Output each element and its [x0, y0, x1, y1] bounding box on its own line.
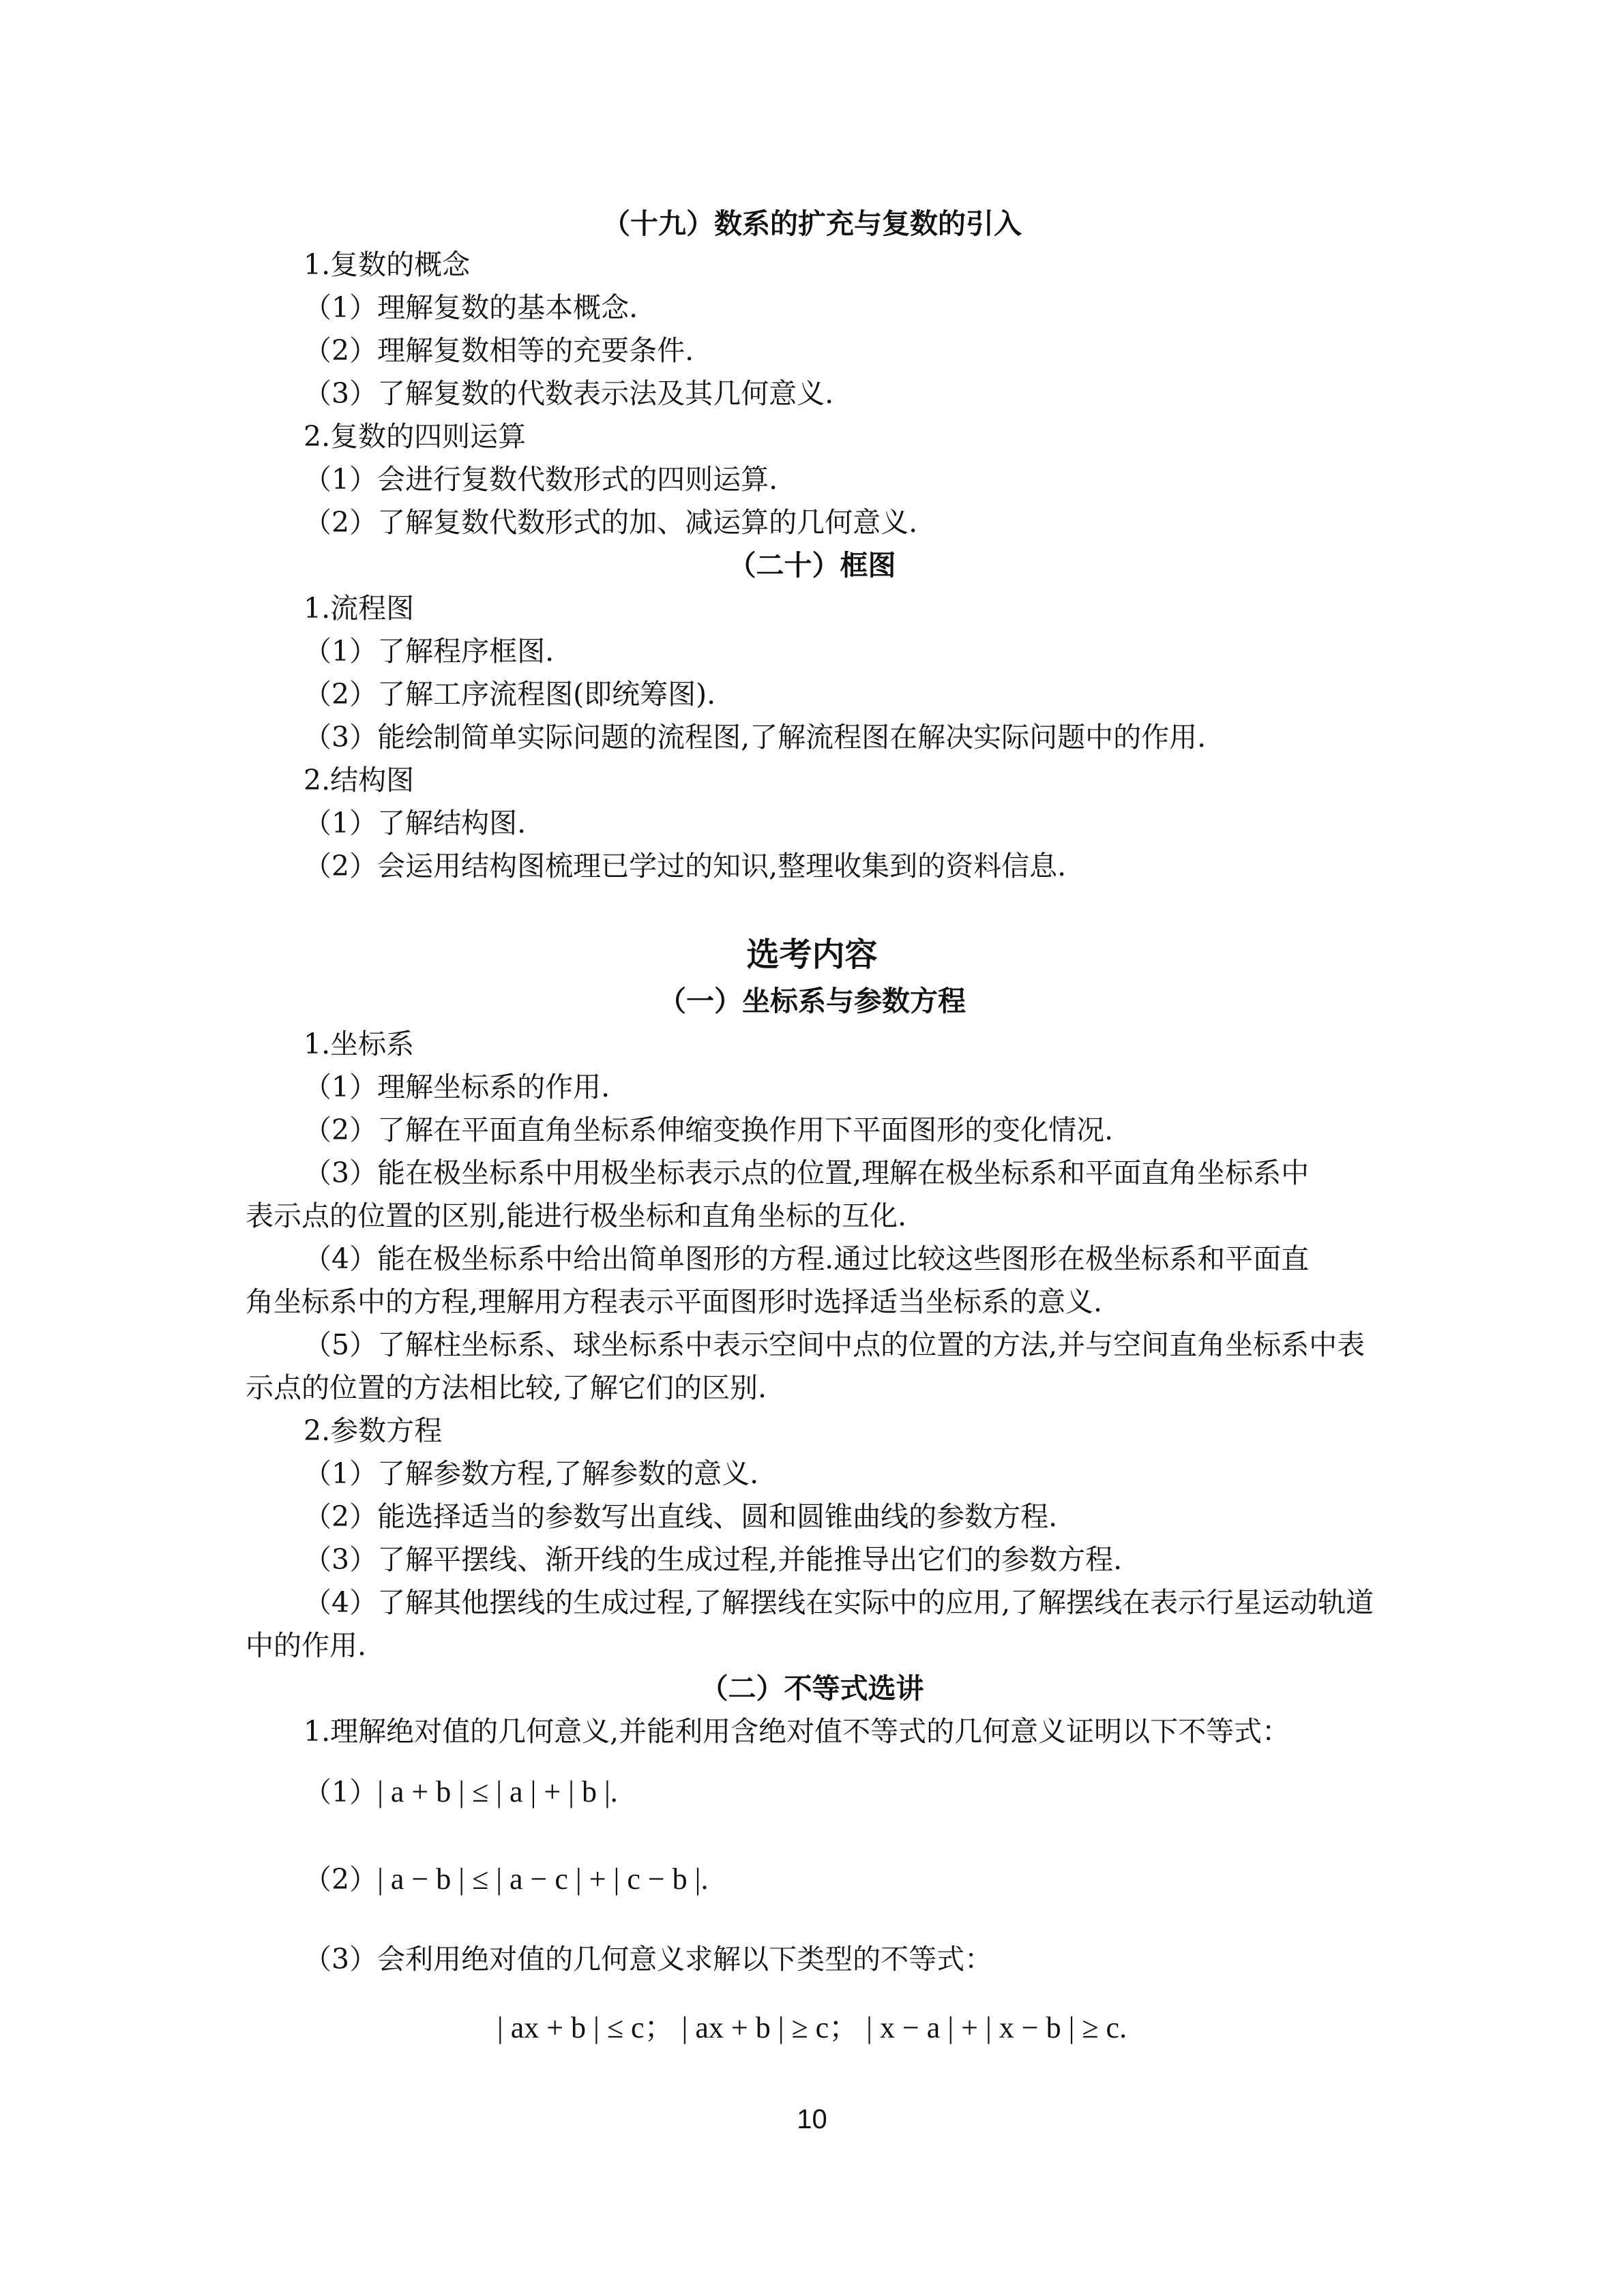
page-number: 10 — [797, 2104, 827, 2134]
list-item: （2）能选择适当的参数写出直线、圆和圆锥曲线的参数方程. — [304, 1500, 1058, 1533]
section-heading-inequalities: （二）不等式选讲 — [700, 1672, 924, 1705]
list-item: （3）能在极坐标系中用极坐标表示点的位置,理解在极坐标系和平面直角坐标系中 — [304, 1157, 1310, 1189]
item-label: （2） — [304, 1863, 378, 1896]
list-item-continuation: 表示点的位置的区别,能进行极坐标和直角坐标的互化. — [246, 1199, 907, 1232]
list-item: （2）了解在平面直角坐标系伸缩变换作用下平面图形的变化情况. — [304, 1114, 1114, 1146]
list-item: （3）能绘制简单实际问题的流程图,了解流程图在解决实际问题中的作用. — [304, 721, 1207, 754]
list-item: （2）了解工序流程图(即统筹图). — [304, 678, 716, 711]
list-item-continuation: 中的作用. — [246, 1629, 367, 1662]
elective-title: 选考内容 — [746, 936, 878, 974]
formula-display: | ax + b | ≤ c； | ax + b | ≥ c； | x − a | + | x − b | ≥ c. — [497, 2011, 1127, 2044]
list-item: （1）理解坐标系的作用. — [304, 1071, 610, 1103]
section-heading-coordinates: （一）坐标系与参数方程 — [658, 985, 966, 1017]
formula: | a − b | ≤ | a − c | + | c − b |. — [377, 1862, 709, 1896]
subheading-absolute-value: 1.理解绝对值的几何意义,并能利用含绝对值不等式的几何意义证明以下不等式： — [304, 1715, 1290, 1748]
subheading-structure: 2.结构图 — [304, 764, 415, 796]
list-item: （1）了解结构图. — [304, 807, 527, 839]
subheading-flowchart: 1.流程图 — [304, 592, 415, 625]
list-item-continuation: 角坐标系中的方程,理解用方程表示平面图形时选择适当坐标系的意义. — [246, 1285, 1103, 1318]
formula: | a + b | ≤ | a | + | b |. — [377, 1775, 618, 1808]
list-item: （4）能在极坐标系中给出简单图形的方程.通过比较这些图形在极坐标系和平面直 — [304, 1242, 1310, 1275]
subheading-parametric: 2.参数方程 — [304, 1414, 443, 1447]
inequality-item-1 — [304, 1773, 618, 1811]
list-item: （5）了解柱坐标系、球坐标系中表示空间中点的位置的方法,并与空间直角坐标系中表 — [304, 1328, 1365, 1361]
item-label: （1） — [304, 1776, 378, 1808]
list-item: （2）会运用结构图梳理已学过的知识,整理收集到的资料信息. — [304, 850, 1067, 882]
subheading-complex-ops: 2.复数的四则运算 — [304, 420, 527, 453]
list-item: （1）会进行复数代数形式的四则运算. — [304, 463, 778, 496]
list-item: （3）了解平摆线、渐开线的生成过程,并能推导出它们的参数方程. — [304, 1543, 1123, 1576]
section-heading-19: （十九）数系的扩充与复数的引入 — [602, 207, 1022, 240]
list-item: （2）了解复数代数形式的加、减运算的几何意义. — [304, 506, 918, 539]
list-item: （1）了解参数方程,了解参数的意义. — [304, 1457, 759, 1490]
list-item: （1）理解复数的基本概念. — [304, 291, 638, 324]
list-item: （3）了解复数的代数表示法及其几何意义. — [304, 377, 834, 410]
list-item: （4）了解其他摆线的生成过程,了解摆线在实际中的应用,了解摆线在表示行星运动轨道 — [304, 1586, 1374, 1619]
list-item: （1）了解程序框图. — [304, 635, 555, 668]
list-item-continuation: 示点的位置的方法相比较,了解它们的区别. — [246, 1371, 767, 1404]
list-item: （3）会利用绝对值的几何意义求解以下类型的不等式： — [304, 1943, 993, 1976]
list-item: （2）理解复数相等的充要条件. — [304, 334, 694, 367]
inequality-item-2 — [304, 1860, 708, 1898]
section-heading-20: （二十）框图 — [728, 549, 896, 582]
subheading-complex-concept: 1.复数的概念 — [304, 248, 471, 281]
subheading-coordinate-system: 1.坐标系 — [304, 1028, 415, 1060]
